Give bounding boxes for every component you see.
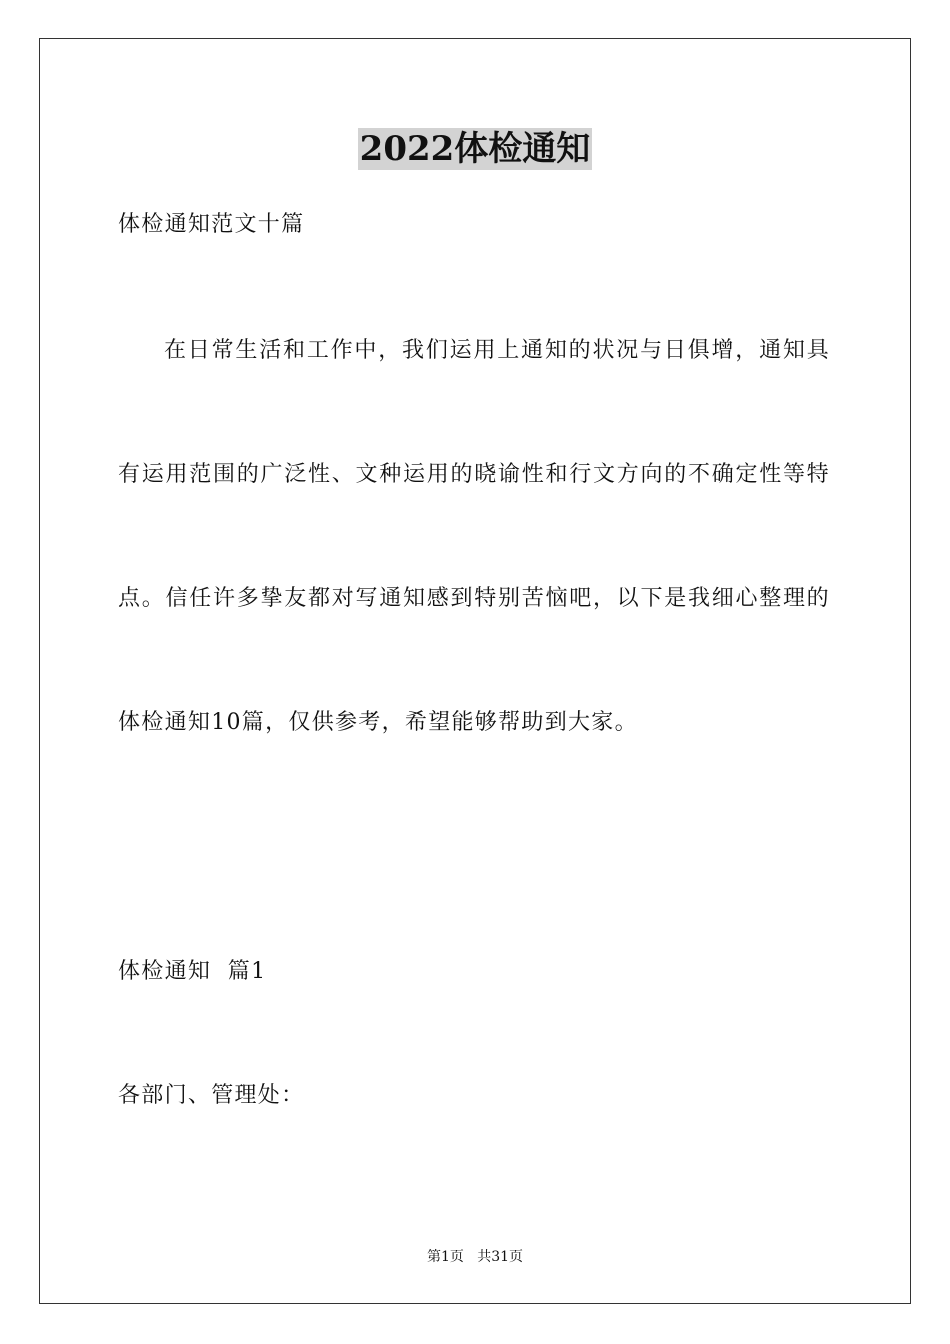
- section-heading: 体检通知 篇1: [118, 959, 267, 984]
- intro-line-2: 有运用范围的广泛性、文种运用的晓谕性和行文方向的不确定性等特: [118, 462, 830, 487]
- salutation: 各部门、管理处：: [118, 1083, 305, 1108]
- intro-line-1: 在日常生活和工作中，我们运用上通知的状况与日俱增，通知具: [164, 338, 830, 363]
- title-container: [0, 128, 950, 170]
- page-footer: 第1页 共31页: [426, 1249, 524, 1265]
- document-subtitle: 体检通知范文十篇: [118, 212, 305, 237]
- intro-line-3: 点。信任许多挚友都对写通知感到特别苦恼吧，以下是我细心整理的: [118, 586, 830, 611]
- document-title: 2022体检通知: [359, 129, 591, 169]
- intro-line-4: 体检通知10篇，仅供参考，希望能够帮助到大家。: [118, 710, 638, 735]
